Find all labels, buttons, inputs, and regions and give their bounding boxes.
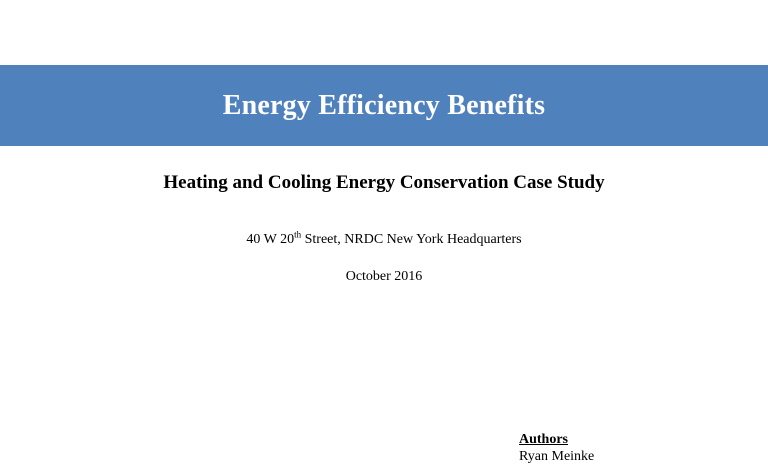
author-name: Ryan Meinke bbox=[519, 449, 595, 464]
document-title: Energy Efficiency Benefits bbox=[222, 89, 546, 121]
address-prefix: 40 W 20 bbox=[246, 232, 295, 247]
document-date: October 2016 bbox=[345, 269, 423, 284]
title-banner bbox=[0, 65, 768, 146]
document-subtitle: Heating and Cooling Energy Conservation Case Study bbox=[163, 172, 605, 193]
address-superscript: th bbox=[294, 229, 302, 240]
authors-section bbox=[519, 432, 594, 465]
address-suffix: Street, NRDC New York Headquarters bbox=[301, 232, 522, 247]
address-line bbox=[0, 229, 768, 248]
authors-heading: Authors bbox=[519, 432, 569, 447]
